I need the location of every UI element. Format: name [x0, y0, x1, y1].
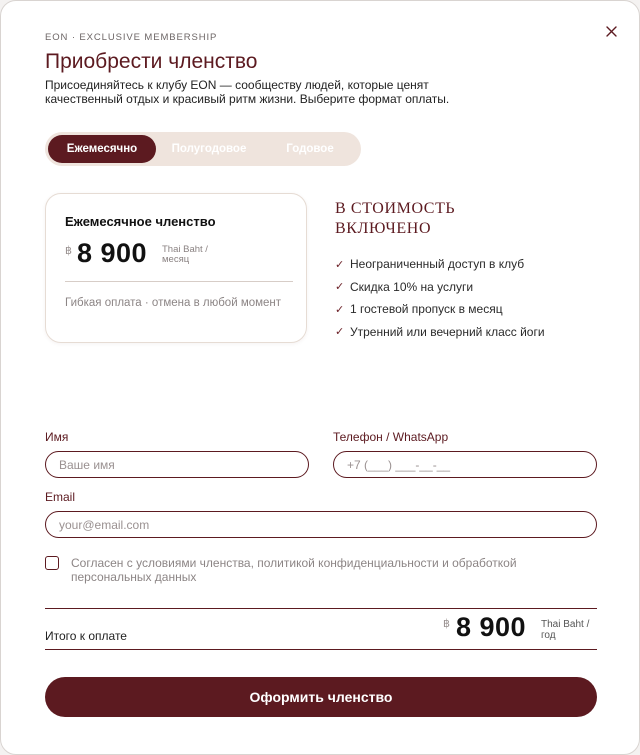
- check-icon: ✓: [335, 258, 345, 271]
- check-icon: ✓: [335, 303, 345, 316]
- consent-label: Согласен с условиями членства, политикой конфиденциальности и обработкой персональных данных: [71, 556, 517, 584]
- plan-price-unit: Thai Baht / месяц: [162, 244, 208, 265]
- email-field[interactable]: [45, 511, 597, 538]
- included-title: В СТОИМОСТЬ ВКЛЮЧЕНО: [335, 200, 456, 237]
- list-item-label: Скидка 10% на услуги: [350, 279, 474, 294]
- list-item: [335, 321, 545, 344]
- email-label: Email: [45, 490, 76, 504]
- billing-period-tabs: [45, 132, 361, 166]
- tab-annual[interactable]: Годовое: [286, 143, 334, 155]
- plan-note: Гибкая оплата · отмена в любой момент: [65, 297, 282, 309]
- page-title: Приобрести членство: [45, 50, 258, 73]
- tab-monthly[interactable]: Ежемесячно: [48, 135, 156, 163]
- list-item: [335, 253, 545, 276]
- list-item-label: Неограниченный доступ в клуб: [350, 257, 525, 272]
- list-item-label: Утренний или вечерний класс йоги: [350, 324, 545, 339]
- consent-checkbox[interactable]: [45, 556, 59, 570]
- check-icon: ✓: [335, 326, 345, 339]
- divider: [65, 281, 293, 282]
- close-button[interactable]: [601, 21, 621, 41]
- total-label: Итого к оплате: [45, 629, 127, 643]
- list-item-label: 1 гостевой пропуск в месяц: [350, 302, 503, 317]
- baht-symbol: ฿: [65, 245, 72, 257]
- phone-field[interactable]: [333, 451, 597, 478]
- phone-label: Телефон / WhatsApp: [333, 430, 449, 444]
- total-price: 8 900: [456, 612, 527, 642]
- plan-card: [45, 193, 307, 343]
- tab-semiannual[interactable]: Полугодовое: [171, 143, 247, 155]
- name-label: Имя: [45, 430, 69, 444]
- total-price-unit: Thai Baht / год: [541, 619, 590, 641]
- check-icon: ✓: [335, 281, 345, 294]
- page-subtitle: Присоединяйтесь к клубу EON — сообществу людей, которые ценят качественный отдых и красивый ритм жизни. Выберите формат оплаты.: [45, 78, 450, 106]
- baht-symbol: ฿: [443, 618, 450, 630]
- eyebrow-label: EON · EXCLUSIVE MEMBERSHIP: [45, 32, 218, 43]
- included-list: [335, 253, 545, 343]
- list-item: [335, 298, 545, 321]
- submit-button[interactable]: Оформить членство: [45, 677, 597, 717]
- divider: [45, 649, 597, 650]
- name-field[interactable]: [45, 451, 309, 478]
- close-icon: [606, 26, 617, 37]
- plan-price: 8 900: [77, 238, 148, 268]
- divider: [45, 608, 597, 609]
- plan-title: Ежемесячное членство: [65, 214, 216, 229]
- list-item: [335, 276, 545, 299]
